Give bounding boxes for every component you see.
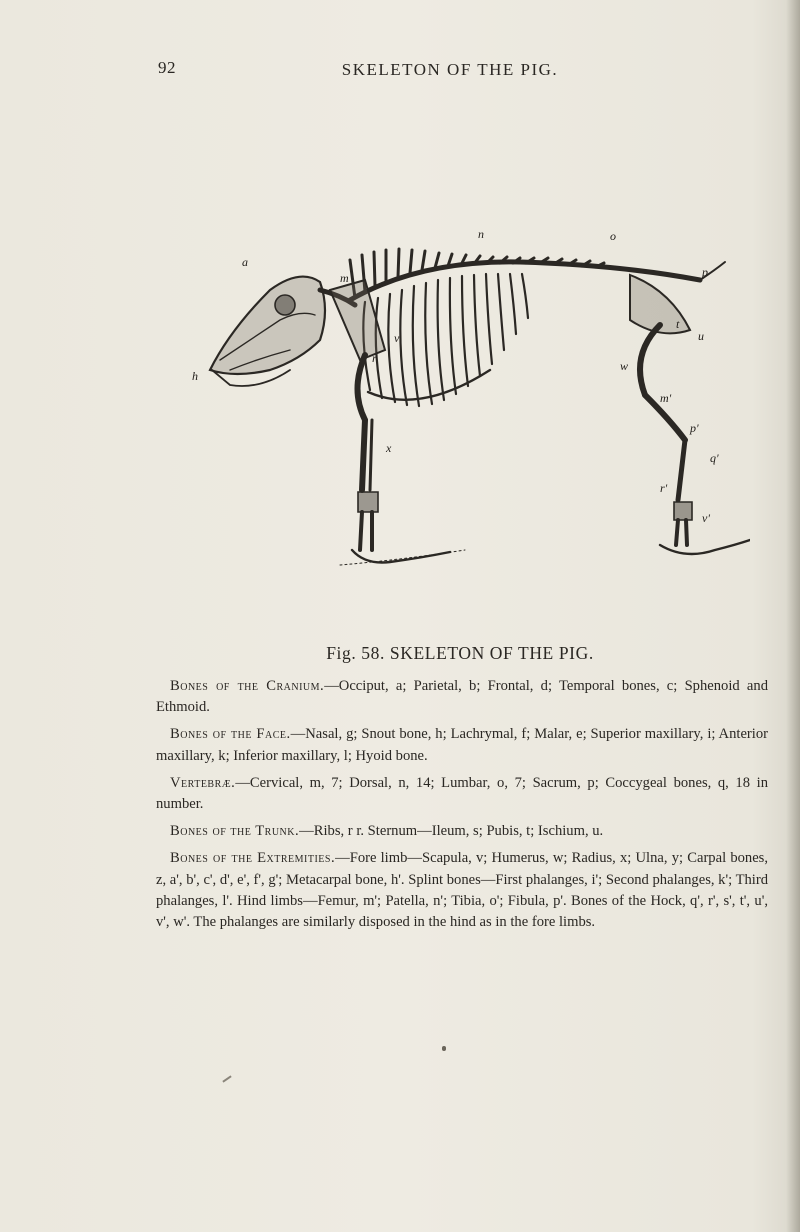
figure-label-t: t <box>676 317 680 331</box>
legend-heading: Bones of the Extremities. <box>170 850 336 867</box>
legend-text: —Occiput, a; Parietal, b; Frontal, d; Temporal bones, c; Sphenoid and Ethmoid. <box>156 678 768 716</box>
page-number: 92 <box>158 58 176 77</box>
legend-face <box>156 724 768 766</box>
legend-text: —Cervical, m, 7; Dorsal, n, 14; Lumbar, o, 7; Sacrum, p; Coccygeal bones, q, 18 in number. <box>156 774 768 813</box>
figure-label-n: n <box>478 227 484 241</box>
page-edge-shadow <box>786 0 800 1232</box>
figure-label-r: r <box>372 351 377 365</box>
legend-heading: Bones of the Trunk. <box>170 823 300 840</box>
figure-label-mprime: m' <box>660 391 672 405</box>
figure-label-vprime: v' <box>702 511 710 525</box>
skeleton-illustration <box>190 220 750 580</box>
legend-trunk <box>156 821 768 842</box>
figure-label-h: h <box>192 369 198 383</box>
legend-heading: Vertebræ. <box>170 774 236 791</box>
figure-label-qprime: q' <box>710 451 719 465</box>
figure-label-o: o <box>610 229 616 243</box>
legend-text: —Nasal, g; Snout bone, h; Lachrymal, f; Malar, e; Superior maxillary, i; Anterior maxillary, k; Inferior maxillary, l; Hyoid bone. <box>156 726 768 764</box>
figure-label-rprime: r' <box>660 481 668 495</box>
legend-heading: Bones of the Cranium. <box>170 678 325 694</box>
figure-label-u: u <box>698 329 704 343</box>
figure-label-a: a <box>242 255 248 269</box>
figure-label-x: x <box>386 441 392 455</box>
bone-legend <box>156 676 768 939</box>
ink-speck <box>442 1046 446 1051</box>
figure-label-w: w <box>620 359 629 373</box>
legend-heading: Bones of the Face. <box>170 726 291 743</box>
legend-cranium <box>156 676 768 718</box>
legend-extremities <box>156 848 768 933</box>
figure-label-p: p <box>702 265 708 279</box>
figure-caption: Fig. 58. SKELETON OF THE PIG. <box>326 643 594 663</box>
legend-text: —Fore limb—Scapula, v; Humerus, w; Radius, x; Ulna, y; Carpal bones, z, a', b', c', d', e', f', g'; Metacarpal bone, h'. Splint bones—First phalanges, i'; Second phalanges, k'; Third phalanges, l'. Hind limbs—Femur, m'; Patella, n'; Tibia, o'; Fibula, p'. Bones of the Hock, q', r', s', t', u', v', w'. The phalanges are similarly disposed in the hind as in the fore limbs. <box>156 850 769 931</box>
running-head: SKELETON OF THE PIG. <box>341 60 559 79</box>
legend-text: —Ribs, r r. Sternum—Ileum, s; Pubis, t; Ischium, u. <box>299 823 604 840</box>
figure-label-m: m <box>340 271 349 285</box>
skeleton-drawing <box>190 220 750 580</box>
legend-vertebrae <box>156 773 768 815</box>
figure-label-pprime: p' <box>690 421 699 435</box>
figure-label-v: v <box>394 331 400 345</box>
